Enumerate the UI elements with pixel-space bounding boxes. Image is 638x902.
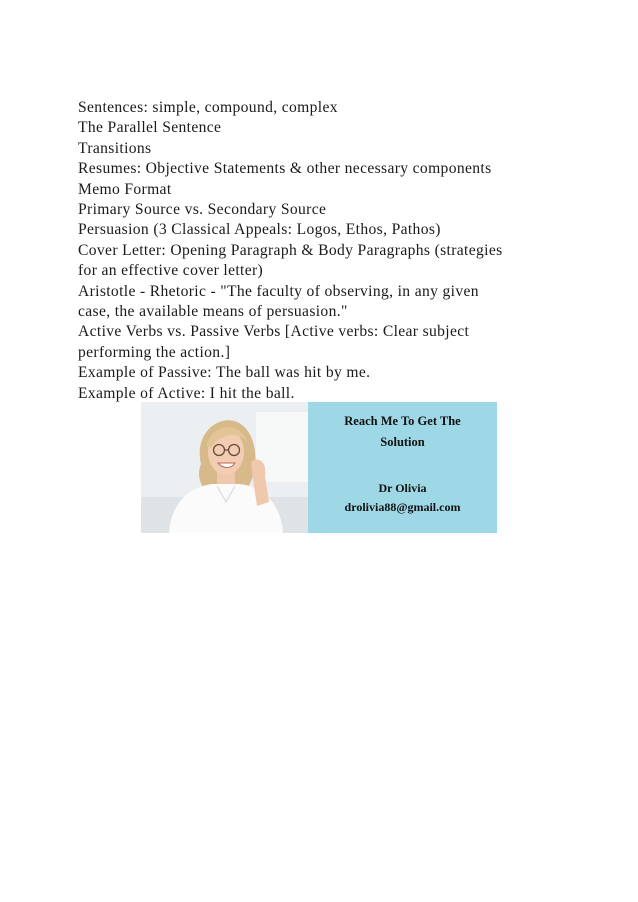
text-line: Primary Source vs. Secondary Source [78, 201, 327, 219]
text-line: Persuasion (3 Classical Appeals: Logos, Ethos, Pathos) [78, 221, 441, 239]
contact-advertisement [141, 402, 497, 533]
text-line: performing the action.] [78, 343, 231, 361]
text-line: The Parallel Sentence [78, 119, 222, 137]
promo-subheadline: Solution [380, 435, 425, 449]
text-line: Cover Letter: Opening Paragraph & Body Paragraphs (strategies [78, 241, 503, 259]
document-text [78, 98, 558, 404]
text-line: Transitions [78, 139, 152, 157]
text-line: Memo Format [78, 180, 172, 198]
contact-panel [308, 402, 497, 533]
contact-name: Dr Olivia [378, 481, 427, 495]
promo-headline: Reach Me To Get The [344, 414, 461, 428]
text-line: case, the available means of persuasion." [78, 303, 348, 321]
woman-photo [141, 402, 308, 533]
text-line: Example of Active: I hit the ball. [78, 384, 295, 402]
text-line: Aristotle - Rhetoric - "The faculty of observing, in any given [78, 282, 479, 300]
contact-email: drolivia88@gmail.com [344, 500, 461, 514]
text-line: Resumes: Objective Statements & other necessary components [78, 160, 492, 178]
text-line: Sentences: simple, compound, complex [78, 99, 338, 116]
text-line: for an effective cover letter) [78, 262, 264, 280]
text-line: Active Verbs vs. Passive Verbs [Active verbs: Clear subject [78, 323, 470, 341]
text-line: Example of Passive: The ball was hit by me. [78, 364, 371, 382]
woman-illustration [141, 402, 308, 533]
